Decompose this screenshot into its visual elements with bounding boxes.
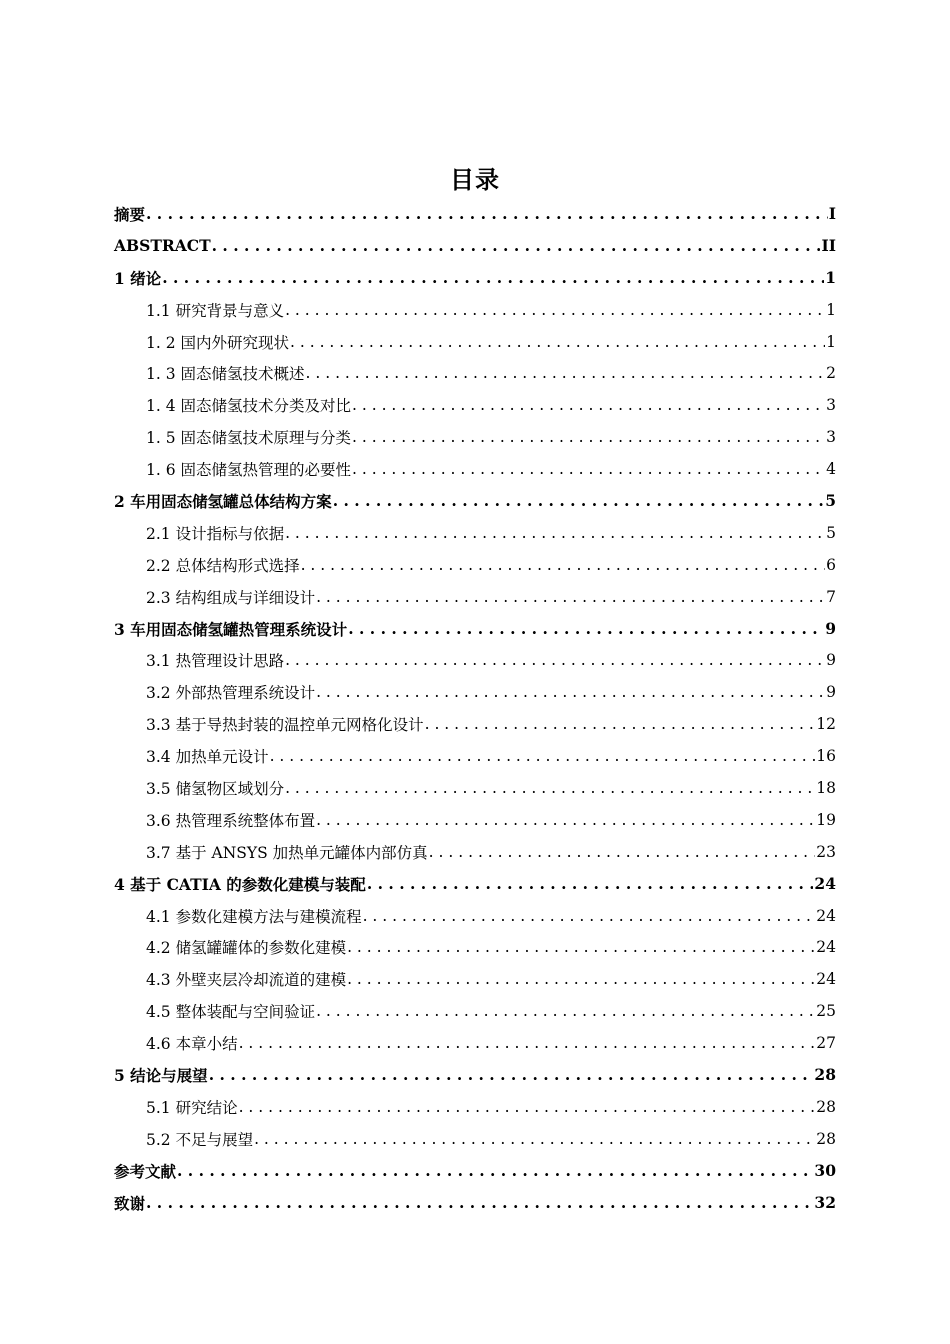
toc-page-number: 7 <box>826 587 836 606</box>
toc-section-entry[interactable] <box>0 581 950 613</box>
toc-entry-title: 3.2 外部热管理系统设计 <box>146 684 316 703</box>
toc-entry-title: 4.3 外壁夹层冷却流道的建模 <box>146 971 347 990</box>
toc-page-number: 30 <box>814 1161 836 1181</box>
toc-dot-leader <box>285 301 825 319</box>
toc-entry-title: 3.5 储氢物区域划分 <box>146 779 285 798</box>
toc-entry-title: 4.6 本章小结 <box>146 1035 238 1054</box>
toc-section-entry[interactable] <box>0 1091 950 1123</box>
toc-section-entry[interactable] <box>0 995 950 1027</box>
toc-page-number: 25 <box>816 1002 836 1021</box>
toc-entry-title: 摘要 <box>114 204 146 224</box>
page-title: 目录 <box>450 166 500 194</box>
toc-entry-title: 1. 3 固态储氢技术概述 <box>146 365 305 384</box>
toc-dot-leader <box>352 428 825 446</box>
toc-section-entry[interactable] <box>0 357 950 389</box>
toc-section-entry[interactable] <box>0 1123 950 1155</box>
toc-page-number: 24 <box>816 906 836 925</box>
toc-section-entry[interactable] <box>0 389 950 421</box>
toc-section-entry[interactable] <box>0 676 950 708</box>
toc-entry-title: 5 结论与展望 <box>114 1065 208 1085</box>
toc-page-number: 6 <box>826 555 836 574</box>
toc-section-entry[interactable] <box>0 900 950 932</box>
toc-page-number: 9 <box>826 651 836 670</box>
toc-page-number: 32 <box>814 1193 836 1213</box>
toc-dot-leader <box>316 1002 815 1020</box>
toc-page-number: 4 <box>826 460 836 479</box>
toc-chapter-entry[interactable] <box>0 198 950 230</box>
toc-page-number: I <box>828 204 836 224</box>
toc-page-number: 23 <box>816 842 836 861</box>
toc-page-number: 5 <box>826 523 836 542</box>
toc-dot-leader <box>146 1193 813 1212</box>
toc-page-number: 28 <box>814 1065 836 1085</box>
toc-dot-leader <box>209 1065 814 1084</box>
toc-dot-leader <box>352 460 825 478</box>
toc-dot-leader <box>333 491 825 510</box>
toc-entry-title: 3.1 热管理设计思路 <box>146 652 285 671</box>
toc-dot-leader <box>316 588 825 606</box>
toc-dot-leader <box>162 268 824 287</box>
toc-section-entry[interactable] <box>0 963 950 995</box>
toc-section-entry[interactable] <box>0 804 950 836</box>
toc-dot-leader <box>316 683 825 701</box>
toc-entry-title: 参考文献 <box>114 1161 177 1181</box>
toc-chapter-entry[interactable] <box>0 262 950 294</box>
toc-dot-leader <box>239 1098 816 1116</box>
toc-page-number: 2 <box>826 364 836 383</box>
toc-entry-title: 致谢 <box>114 1193 146 1213</box>
toc-dot-leader <box>347 938 815 956</box>
toc-section-entry[interactable] <box>0 772 950 804</box>
toc-page-number: 3 <box>826 396 836 415</box>
toc-chapter-entry[interactable] <box>0 1155 950 1187</box>
toc-entry-title: 1. 5 固态储氢技术原理与分类 <box>146 429 352 448</box>
toc-entry-title: 4 基于 CATIA 的参数化建模与装配 <box>114 874 366 894</box>
toc-page-number: 28 <box>816 1097 836 1116</box>
toc-entry-title: 4.5 整体装配与空间验证 <box>146 1003 316 1022</box>
toc-page-number: 24 <box>816 938 836 957</box>
toc-section-entry[interactable] <box>0 294 950 326</box>
toc-section-entry[interactable] <box>0 708 950 740</box>
toc-page-number: 24 <box>814 874 836 894</box>
toc-dot-leader <box>177 1161 813 1180</box>
toc-dot-leader <box>316 811 815 829</box>
toc-entry-title: 3 车用固态储氢罐热管理系统设计 <box>114 619 348 639</box>
toc-entry-title: 1. 4 固态储氢技术分类及对比 <box>146 397 352 416</box>
toc-dot-leader <box>146 204 828 223</box>
toc-entry-title: 3.7 基于 ANSYS 加热单元罐体内部仿真 <box>146 843 428 862</box>
toc-page-number: 3 <box>826 428 836 447</box>
toc-entry-title: 3.6 热管理系统整体布置 <box>146 811 316 830</box>
toc-page-number: 9 <box>825 619 836 639</box>
toc-dot-leader <box>285 524 825 542</box>
toc-section-entry[interactable] <box>0 517 950 549</box>
toc-section-entry[interactable] <box>0 740 950 772</box>
toc-dot-leader <box>212 236 821 255</box>
toc-chapter-entry[interactable] <box>0 1187 950 1219</box>
toc-page-number: 1 <box>826 300 836 319</box>
toc-chapter-entry[interactable] <box>0 485 950 517</box>
toc-entry-title: 1. 2 国内外研究现状 <box>146 333 290 352</box>
toc-dot-leader <box>348 619 824 638</box>
toc-entry-title: 5.2 不足与展望 <box>146 1130 254 1149</box>
toc-dot-leader <box>363 907 816 925</box>
toc-section-entry[interactable] <box>0 1027 950 1059</box>
toc-entry-title: 1 绪论 <box>114 268 162 288</box>
toc-section-entry[interactable] <box>0 453 950 485</box>
toc-page-number: II <box>821 236 836 256</box>
toc-dot-leader <box>254 1130 815 1148</box>
toc-page-number: 1 <box>825 268 836 288</box>
toc-page-number: 28 <box>816 1129 836 1148</box>
toc-chapter-entry[interactable] <box>0 613 950 645</box>
toc-section-entry[interactable] <box>0 326 950 358</box>
toc-dot-leader <box>285 651 825 669</box>
toc-section-entry[interactable] <box>0 931 950 963</box>
toc-entry-title: ABSTRACT <box>114 236 211 256</box>
toc-entry-title: 1.1 研究背景与意义 <box>146 301 285 320</box>
toc-dot-leader <box>429 843 816 861</box>
toc-section-entry[interactable] <box>0 644 950 676</box>
toc-entry-title: 2 车用固态储氢罐总体结构方案 <box>114 491 332 511</box>
toc-dot-leader <box>367 874 814 893</box>
toc-page-number: 19 <box>816 810 836 829</box>
toc-dot-leader <box>306 364 826 382</box>
toc-entry-title: 1. 6 固态储氢热管理的必要性 <box>146 461 352 480</box>
toc-entry-title: 2.1 设计指标与依据 <box>146 524 285 543</box>
toc-entry-title: 3.4 加热单元设计 <box>146 748 269 767</box>
toc-entry-title: 5.1 研究结论 <box>146 1098 238 1117</box>
toc-dot-leader <box>290 333 825 351</box>
toc-section-entry[interactable] <box>0 836 950 868</box>
toc-dot-leader <box>347 970 815 988</box>
toc-dot-leader <box>425 715 816 733</box>
toc-page-number: 12 <box>816 715 836 734</box>
toc-dot-leader <box>352 396 825 414</box>
table-of-contents <box>0 198 950 1219</box>
toc-chapter-entry[interactable] <box>0 230 950 262</box>
toc-entry-title: 4.1 参数化建模方法与建模流程 <box>146 907 362 926</box>
toc-page-number: 1 <box>826 332 836 351</box>
toc-page-number: 27 <box>816 1034 836 1053</box>
toc-section-entry[interactable] <box>0 421 950 453</box>
toc-dot-leader <box>239 1034 816 1052</box>
toc-page-number: 9 <box>826 683 836 702</box>
toc-section-entry[interactable] <box>0 549 950 581</box>
toc-dot-leader <box>301 556 826 574</box>
toc-chapter-entry[interactable] <box>0 868 950 900</box>
toc-dot-leader <box>285 779 815 797</box>
toc-chapter-entry[interactable] <box>0 1059 950 1091</box>
toc-page-number: 18 <box>816 778 836 797</box>
toc-entry-title: 4.2 储氢罐罐体的参数化建模 <box>146 939 347 958</box>
toc-dot-leader <box>270 747 816 765</box>
toc-entry-title: 2.3 结构组成与详细设计 <box>146 588 316 607</box>
toc-page-number: 24 <box>816 970 836 989</box>
toc-entry-title: 3.3 基于导热封装的温控单元网格化设计 <box>146 716 424 735</box>
toc-entry-title: 2.2 总体结构形式选择 <box>146 556 300 575</box>
toc-page-number: 16 <box>816 747 836 766</box>
toc-page-number: 5 <box>825 491 836 511</box>
